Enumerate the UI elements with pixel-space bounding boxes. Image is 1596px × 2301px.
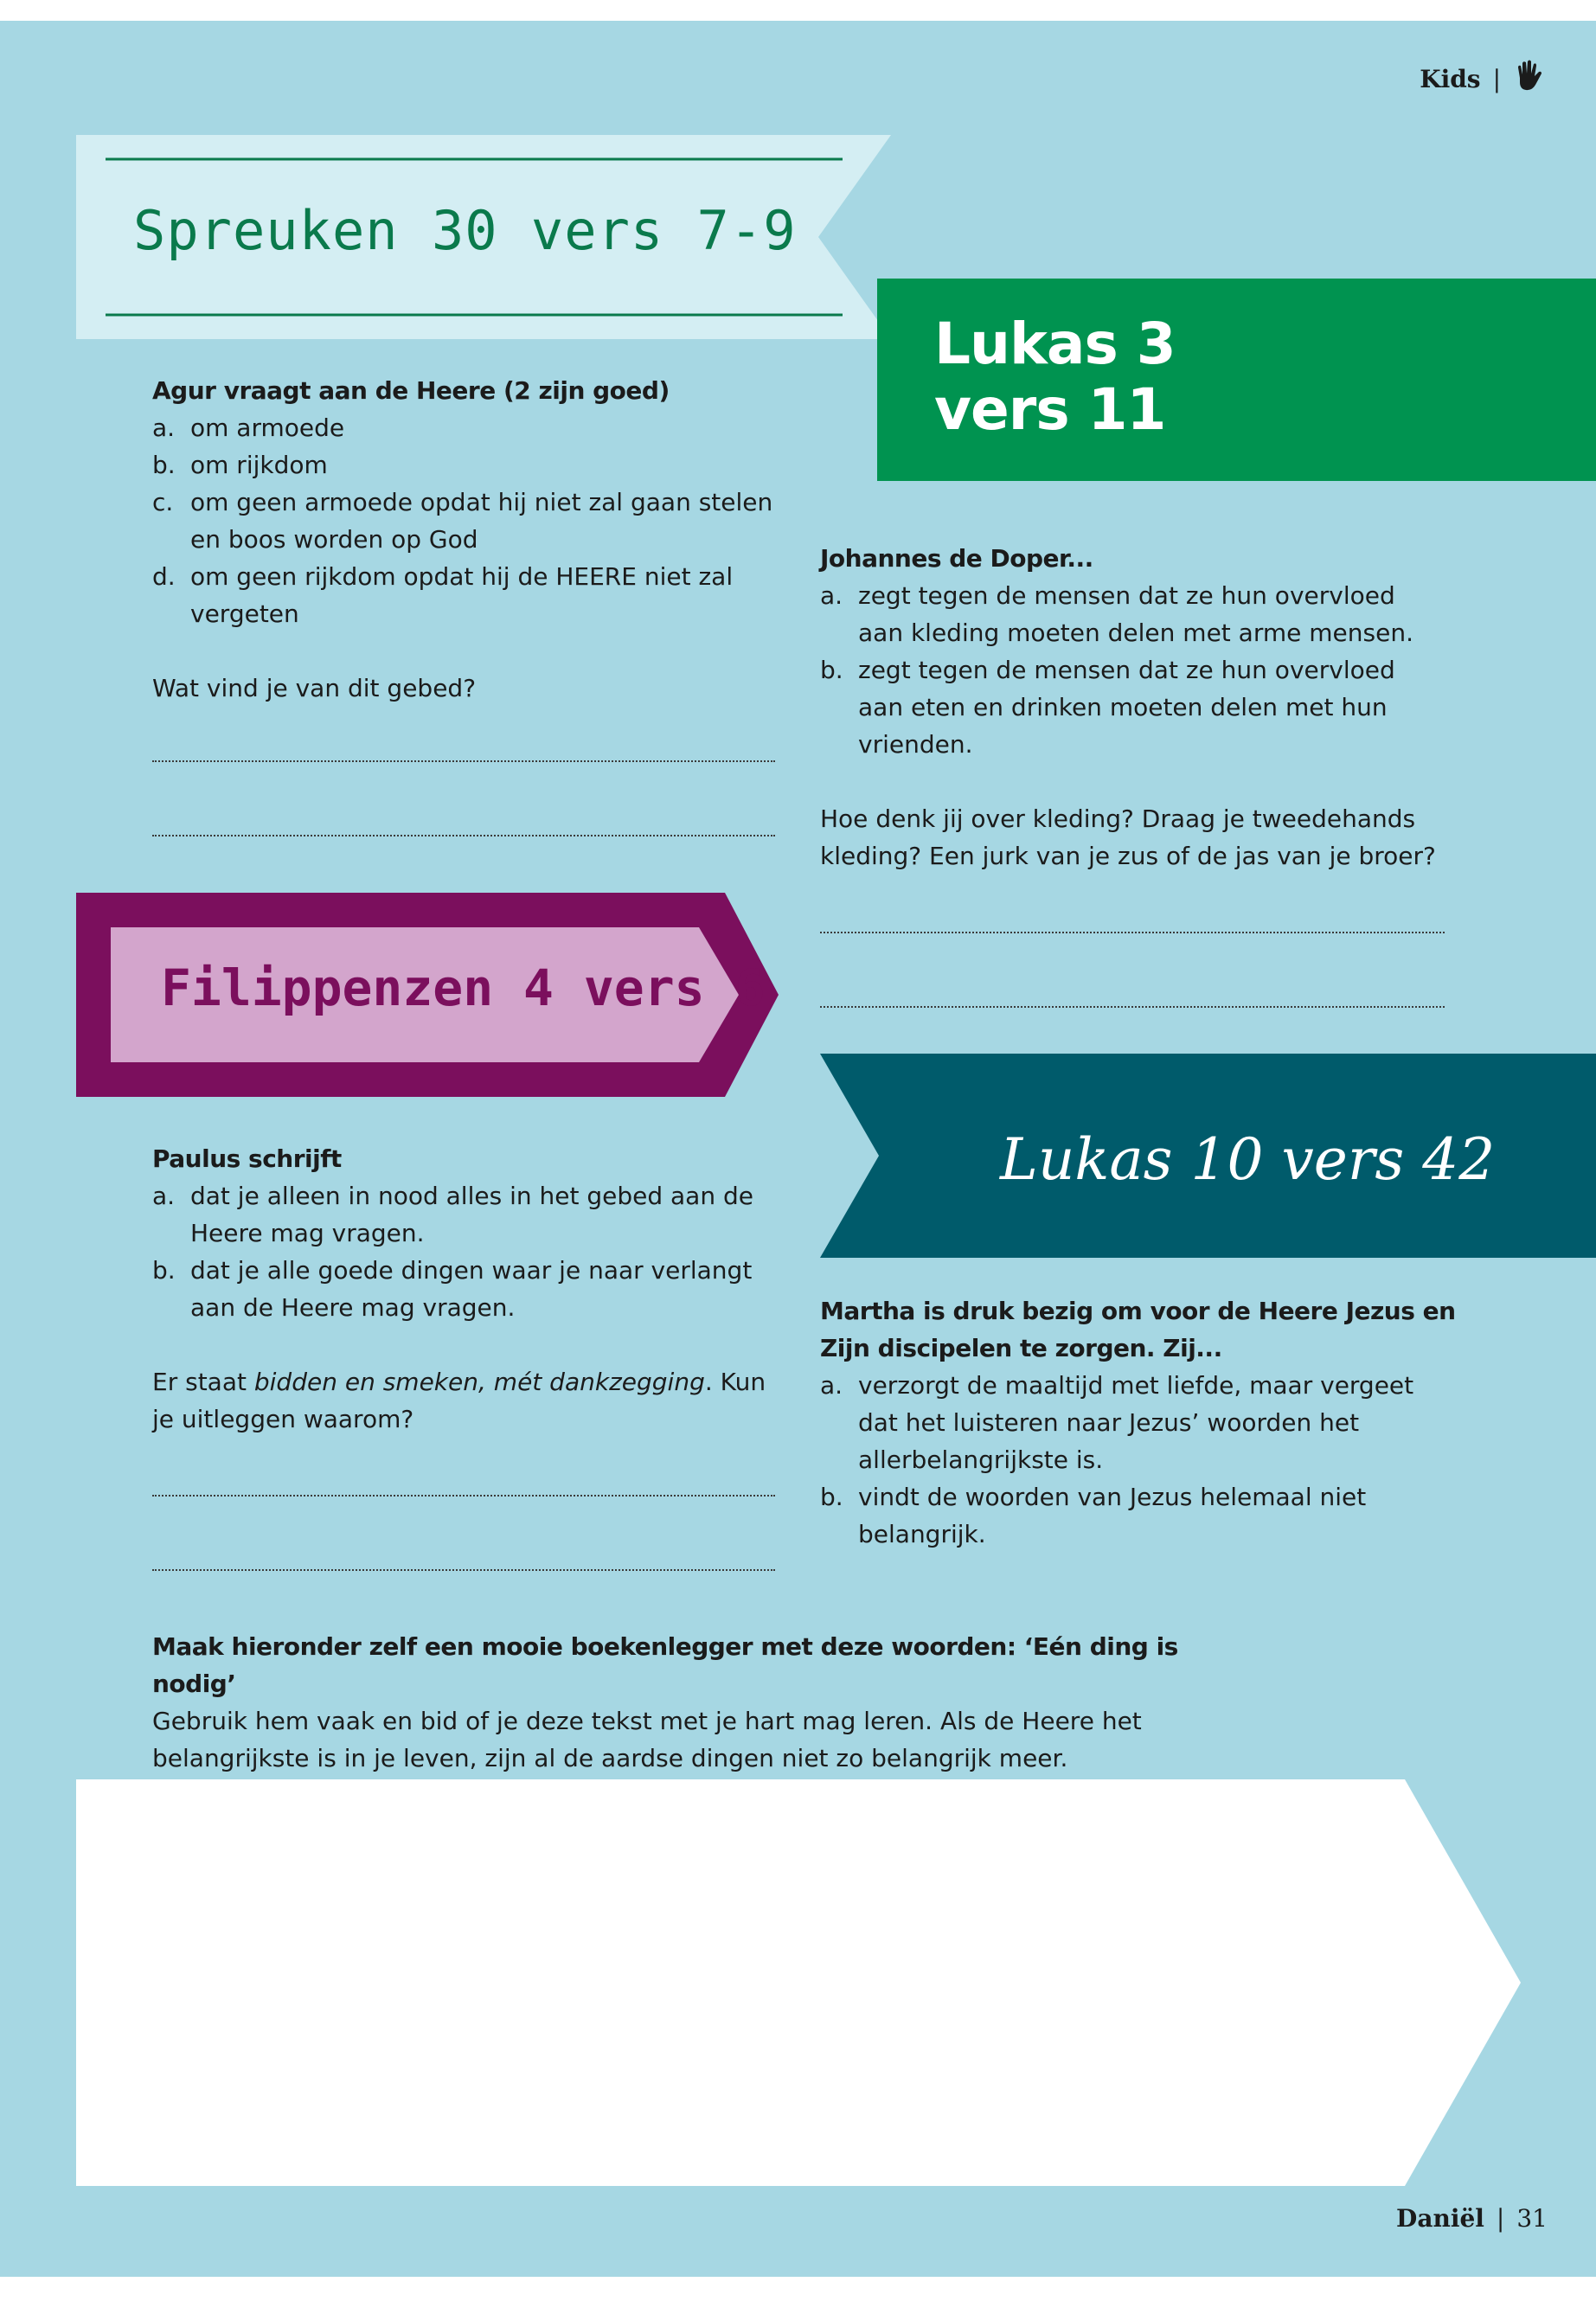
bookmark-heading: Maak hieronder zelf een mooie boekenlegger met deze woorden: ‘Eén ding is nodig’ <box>152 1632 1178 1698</box>
list-item: b. dat je alle goede dingen waar je naar verlangt aan de Heere mag vragen. <box>152 1256 753 1322</box>
section-header <box>1420 59 1544 99</box>
section-label: Kids <box>1420 65 1481 93</box>
prompt-lukas-3: Hoe denk jij over kleding? Draag je tweedehands kleding? Een jurk van je zus of de jas van je broer? <box>820 804 1436 870</box>
list-item: b. om rijkdom <box>152 451 328 479</box>
bookmark-drawing-area[interactable] <box>76 1779 1521 2186</box>
separator: | <box>1496 2204 1505 2233</box>
question-filippenzen: Paulus schrijft <box>152 1144 342 1173</box>
title-filippenzen: Filippenzen 4 vers 6 <box>161 958 766 1017</box>
list-item: a. om armoede <box>152 413 345 442</box>
prompt-filippenzen: Er staat bidden en smeken, mét dankzegging. Kun je uitleggen waarom? <box>152 1368 766 1433</box>
list-item: a. dat je alleen in nood alles in het gebed aan de Heere mag vragen. <box>152 1182 753 1247</box>
separator: | <box>1492 65 1501 93</box>
bookmark-instructions <box>152 1628 1234 1777</box>
options-lukas-10 <box>820 1367 1460 1553</box>
list-item: b. zegt tegen de mensen dat ze hun overvloed aan eten en drinken moeten delen met hun vrienden. <box>820 656 1395 759</box>
list-item: d. om geen rijkdom opdat hij de HEERE niet zal vergeten <box>152 562 734 628</box>
title-lukas-10: Lukas 10 vers 42 <box>1000 1126 1496 1193</box>
page-footer <box>1396 2204 1548 2233</box>
list-item: c. om geen armoede opdat hij niet zal gaan stelen en boos worden op God <box>152 488 773 554</box>
section-filippenzen <box>152 1140 775 1571</box>
list-item: a. verzorgt de maaltijd met liefde, maar vergeet dat het luisteren naar Jezus’ woorden het allerbelangrijkste is. <box>820 1371 1414 1474</box>
hand-icon <box>1513 59 1544 99</box>
list-item: a. zegt tegen de mensen dat ze hun overvloed aan kleding moeten delen met arme mensen. <box>820 581 1413 647</box>
page-number: 31 <box>1516 2204 1548 2233</box>
answer-line[interactable] <box>152 1495 775 1497</box>
options-spreuken <box>152 409 775 632</box>
answer-line[interactable] <box>820 932 1445 933</box>
options-lukas-3 <box>820 577 1445 763</box>
question-lukas-10: Martha is druk bezig om voor de Heere Jezus en Zijn discipelen te zorgen. Zij... <box>820 1297 1456 1362</box>
answer-line[interactable] <box>152 1569 775 1571</box>
section-lukas-10 <box>820 1292 1460 1553</box>
title-lukas-3-line1: Lukas 3 <box>934 311 1176 377</box>
question-spreuken: Agur vraagt aan de Heere (2 zijn goed) <box>152 376 670 405</box>
answer-line[interactable] <box>152 835 775 836</box>
question-lukas-3: Johannes de Doper... <box>820 544 1093 573</box>
options-filippenzen <box>152 1177 775 1326</box>
list-item: b. vindt de woorden van Jezus helemaal niet belangrijk. <box>820 1483 1367 1548</box>
magazine-name: Daniël <box>1396 2204 1484 2233</box>
title-spreuken: Spreuken 30 vers 7-9 <box>133 199 797 262</box>
title-lukas-3 <box>934 311 1176 443</box>
answer-line[interactable] <box>152 760 775 762</box>
prompt-spreuken: Wat vind je van dit gebed? <box>152 674 477 702</box>
bookmark-text: Gebruik hem vaak en bid of je deze tekst met je hart mag leren. Als de Heere het belangrijkste is in je leven, zijn al de aardse dingen niet zo belangrijk meer. <box>152 1707 1142 1772</box>
answer-line[interactable] <box>820 1006 1445 1008</box>
title-lukas-3-line2: vers 11 <box>934 376 1166 443</box>
section-lukas-3 <box>820 540 1445 1008</box>
section-spreuken <box>152 372 775 836</box>
